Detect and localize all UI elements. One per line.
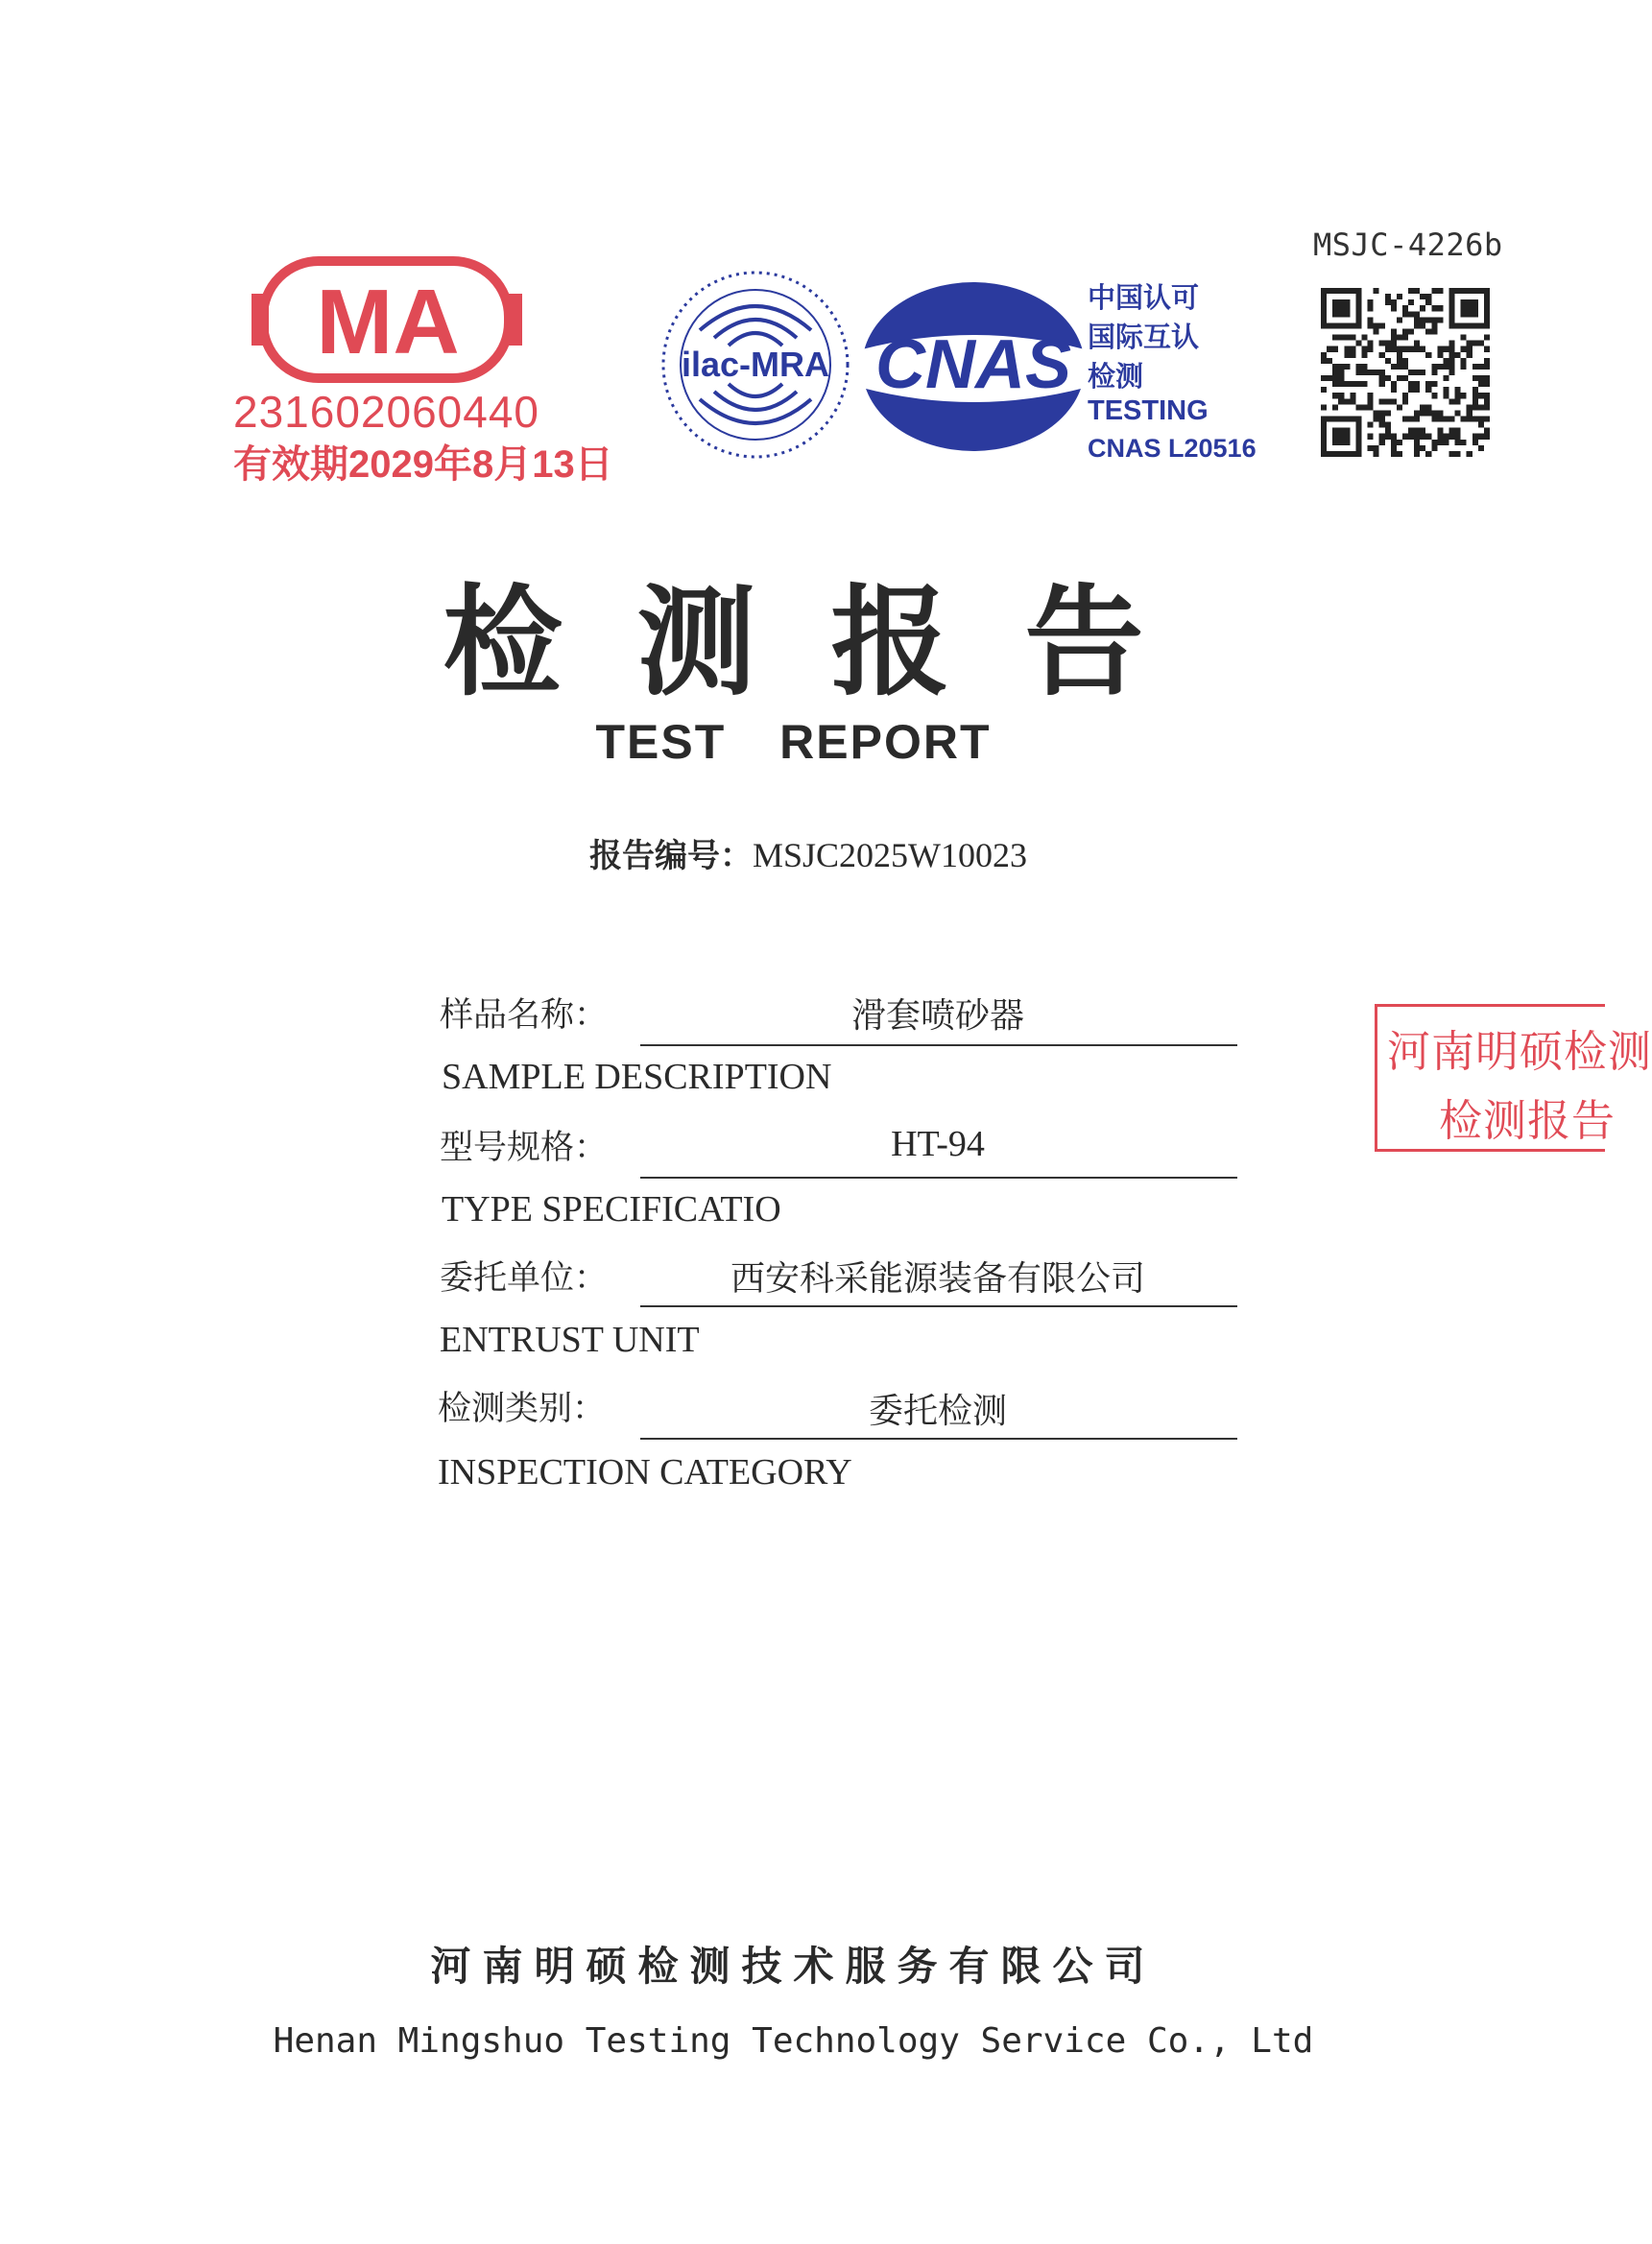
company-name-cn: 河南明硕检测技术服务有限公司: [430, 1943, 1157, 1990]
cma-valid-date: 有效期2029年8月13日: [233, 443, 613, 486]
cnas-line-1: 中国认可: [1088, 281, 1200, 314]
report-number-label: 报告编号：: [589, 837, 753, 875]
type-spec-label: 型号规格：: [440, 1129, 609, 1167]
report-number: [589, 829, 1027, 876]
document-code: MSJC-4226b: [1313, 227, 1503, 263]
qr-code-icon: [1321, 288, 1490, 457]
cma-number: 231602060440: [233, 387, 539, 437]
seal-line-1: 河南明硕检测: [1387, 1026, 1652, 1077]
company-name-en: Henan Mingshuo Testing Technology Service Co., Ltd: [273, 2021, 1314, 2061]
sample-name-underline: [640, 1044, 1237, 1046]
cnas-logo-text: CNAS: [874, 326, 1072, 403]
inspection-category-value: 委托检测: [868, 1392, 1007, 1431]
ilac-mra-seal-icon: [657, 263, 854, 466]
cnas-recognition-text: [1088, 278, 1199, 396]
type-specification-label: TYPE SPECIFICATIO: [442, 1189, 781, 1229]
report-title-cn: 检测报告: [443, 573, 1219, 712]
svg-text:MA: MA: [316, 271, 460, 373]
cnas-line-2: 国际互认: [1088, 321, 1200, 353]
inspection-category-underline: [640, 1438, 1237, 1440]
cnas-testing-label: TESTING: [1088, 395, 1209, 426]
cnas-logo-icon: [860, 280, 1104, 453]
report-number-value: MSJC2025W10023: [753, 836, 1028, 874]
ilac-mra-text: ilac-MRA: [681, 345, 830, 384]
type-spec-value: HT-94: [891, 1124, 985, 1164]
cnas-line-3: 检测: [1088, 360, 1144, 393]
entrust-unit-label: 委托单位：: [440, 1259, 609, 1298]
sample-name-label: 样品名称：: [440, 996, 609, 1035]
entrust-unit-value: 西安科采能源装备有限公司: [730, 1259, 1145, 1299]
inspection-category-label: 检测类别：: [438, 1390, 607, 1428]
seal-line-2: 检测报告: [1439, 1095, 1616, 1146]
cnas-code: CNAS L20516: [1088, 434, 1257, 463]
type-spec-underline: [640, 1177, 1237, 1179]
entrust-unit-underline: [640, 1305, 1237, 1307]
report-title-en: TEST REPORT: [595, 715, 992, 769]
sample-name-value: 滑套喷砂器: [850, 996, 1024, 1036]
entrust-unit-en-label: ENTRUST UNIT: [440, 1320, 700, 1360]
company-seal-stamp: [1375, 1004, 1652, 1152]
inspection-category-en-label: INSPECTION CATEGORY: [438, 1452, 852, 1492]
sample-description-label: SAMPLE DESCRIPTION: [442, 1057, 832, 1097]
